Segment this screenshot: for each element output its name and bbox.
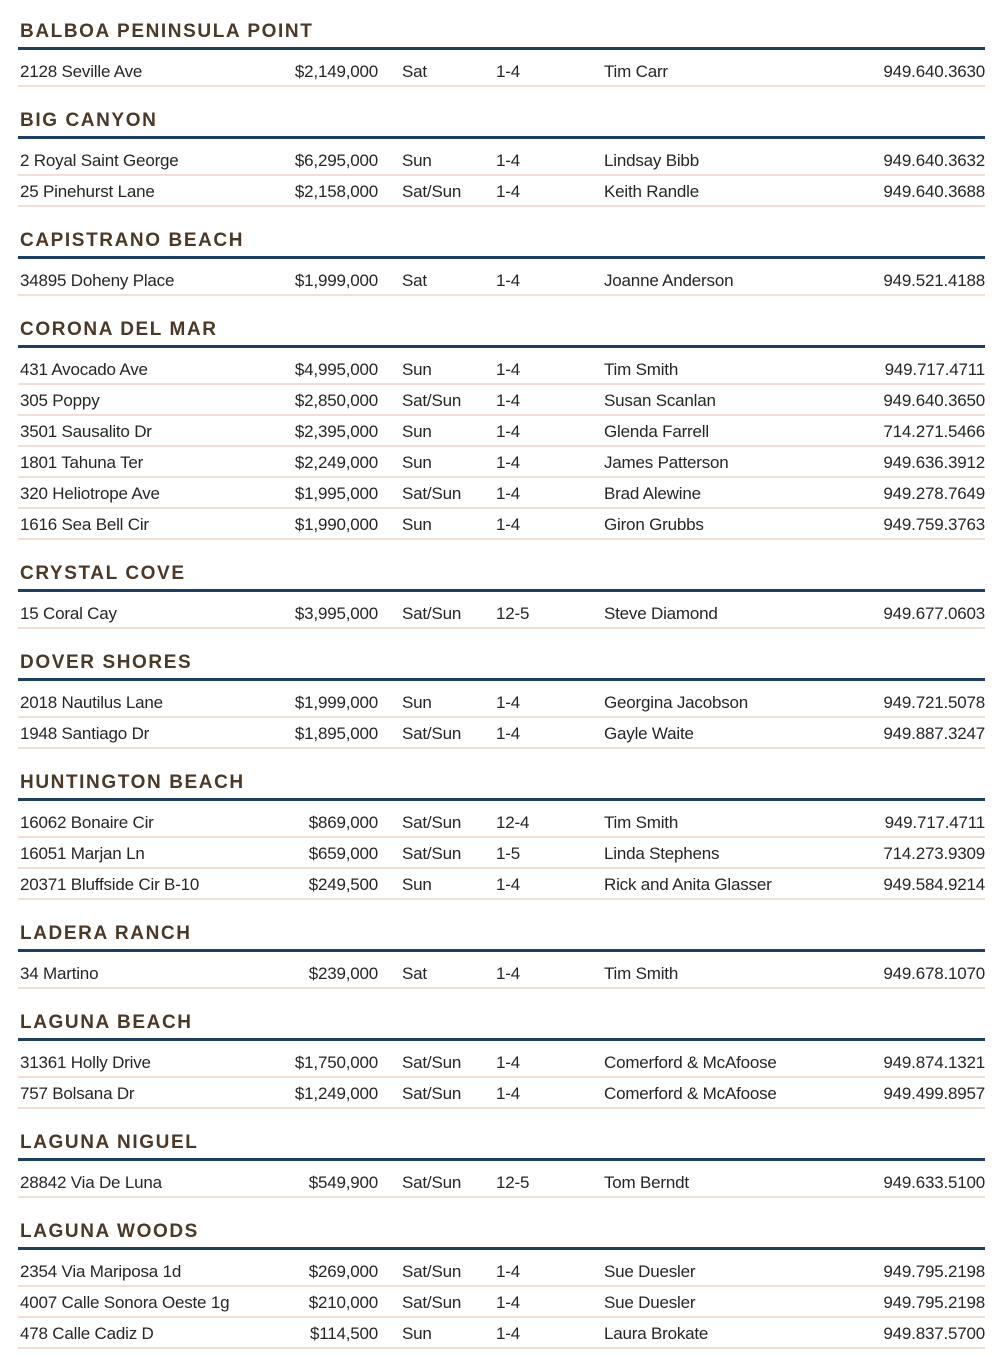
listing-phone: 949.636.3912 — [883, 453, 985, 472]
section-rows — [18, 259, 985, 296]
listing-time: 12-5 — [496, 1173, 530, 1192]
section-rows — [18, 139, 985, 207]
listing-agent: Comerford & McAfoose — [604, 1053, 777, 1072]
neighborhood-section — [18, 924, 985, 989]
listing-phone: 949.640.3632 — [883, 151, 985, 170]
listing-agent: James Patterson — [604, 453, 729, 472]
listing-day: Sun — [402, 360, 432, 379]
listing-address: 34895 Doheny Place — [20, 271, 175, 290]
listing-agent: Keith Randle — [604, 182, 699, 201]
listing-agent: Steve Diamond — [604, 604, 718, 623]
listing-time: 1-4 — [496, 271, 520, 290]
listing-time: 1-5 — [496, 844, 520, 863]
listing-time: 1-4 — [496, 182, 520, 201]
listing-address: 305 Poppy — [20, 391, 100, 410]
listing-agent: Joanne Anderson — [604, 271, 734, 290]
listing-price: $659,000 — [308, 844, 378, 863]
listing-time: 1-4 — [496, 484, 520, 503]
listing-agent: Tim Carr — [604, 62, 668, 81]
listing-price: $2,158,000 — [294, 182, 378, 201]
section-title: BIG CANYON — [18, 111, 985, 139]
neighborhood-section — [18, 653, 985, 749]
listing-address: 1948 Santiago Dr — [20, 724, 150, 743]
section-rows — [18, 681, 985, 749]
section-title: LAGUNA WOODS — [18, 1222, 985, 1250]
listing-row — [18, 447, 985, 478]
listing-address: 2018 Nautilus Lane — [20, 693, 163, 712]
listing-time: 1-4 — [496, 391, 520, 410]
listing-address: 16062 Bonaire Cir — [20, 813, 154, 832]
listing-day: Sun — [402, 693, 432, 712]
listing-address: 25 Pinehurst Lane — [20, 182, 155, 201]
listing-price: $869,000 — [308, 813, 378, 832]
neighborhood-section — [18, 564, 985, 629]
listing-address: 1801 Tahuna Ter — [20, 453, 144, 472]
listing-agent: Gayle Waite — [604, 724, 694, 743]
listing-agent: Tim Smith — [604, 360, 679, 379]
listing-day: Sat/Sun — [402, 1293, 462, 1312]
listing-row — [18, 687, 985, 718]
listing-row — [18, 176, 985, 207]
section-title: CRYSTAL COVE — [18, 564, 985, 592]
listing-day: Sun — [402, 515, 432, 534]
section-title: LAGUNA BEACH — [18, 1013, 985, 1041]
listing-time: 1-4 — [496, 1262, 520, 1281]
listing-address: 431 Avocado Ave — [20, 360, 148, 379]
listing-address: 757 Bolsana Dr — [20, 1084, 135, 1103]
listing-agent: Lindsay Bibb — [604, 151, 699, 170]
section-rows — [18, 348, 985, 540]
listing-phone: 949.717.4711 — [884, 813, 985, 832]
neighborhood-section — [18, 320, 985, 540]
listing-time: 1-4 — [496, 422, 520, 441]
listing-phone: 949.278.7649 — [883, 484, 985, 503]
listing-day: Sat/Sun — [402, 1084, 462, 1103]
listing-time: 1-4 — [496, 724, 520, 743]
listing-day: Sat — [402, 62, 427, 81]
listing-phone: 949.874.1321 — [883, 1053, 985, 1072]
listing-time: 1-4 — [496, 875, 520, 894]
listing-time: 1-4 — [496, 360, 520, 379]
section-title: CORONA DEL MAR — [18, 320, 985, 348]
listing-row — [18, 869, 985, 900]
section-rows — [18, 50, 985, 87]
listing-row — [18, 958, 985, 989]
listing-agent: Georgina Jacobson — [604, 693, 749, 712]
listing-day: Sat/Sun — [402, 813, 462, 832]
listing-agent: Brad Alewine — [604, 484, 701, 503]
listing-phone: 949.521.4188 — [883, 271, 985, 290]
listing-row — [18, 265, 985, 296]
listing-row — [18, 1047, 985, 1078]
listing-row — [18, 478, 985, 509]
listing-time: 1-4 — [496, 1324, 520, 1343]
listing-day: Sat/Sun — [402, 724, 462, 743]
listing-row — [18, 354, 985, 385]
listing-address: 2 Royal Saint George — [20, 151, 179, 170]
listing-day: Sun — [402, 422, 432, 441]
listing-price: $210,000 — [308, 1293, 378, 1312]
listing-agent: Sue Duesler — [604, 1262, 696, 1281]
listing-phone: 949.795.2198 — [883, 1262, 985, 1281]
listing-row — [18, 1287, 985, 1318]
neighborhood-section — [18, 1013, 985, 1109]
listing-agent: Linda Stephens — [604, 844, 720, 863]
section-title: BALBOA PENINSULA POINT — [18, 22, 985, 50]
listing-agent: Sue Duesler — [604, 1293, 696, 1312]
listing-price: $269,000 — [308, 1262, 378, 1281]
neighborhood-section — [18, 111, 985, 207]
listing-phone: 949.677.0603 — [883, 604, 985, 623]
listing-address: 320 Heliotrope Ave — [20, 484, 160, 503]
listing-phone: 949.721.5078 — [883, 693, 985, 712]
listing-phone: 949.640.3650 — [883, 391, 985, 410]
listing-price: $114,500 — [309, 1324, 378, 1343]
listing-phone: 949.640.3688 — [883, 182, 985, 201]
listing-day: Sat/Sun — [402, 1262, 462, 1281]
listing-day: Sat — [402, 271, 427, 290]
listing-row — [18, 145, 985, 176]
listing-day: Sat/Sun — [402, 1173, 462, 1192]
neighborhood-section — [18, 1133, 985, 1198]
listing-time: 12-4 — [496, 813, 530, 832]
listing-time: 1-4 — [496, 1084, 520, 1103]
listing-agent: Tim Smith — [604, 813, 679, 832]
listing-address: 34 Martino — [20, 964, 99, 983]
section-rows — [18, 1041, 985, 1109]
section-rows — [18, 801, 985, 900]
section-rows — [18, 592, 985, 629]
listing-phone: 949.887.3247 — [883, 724, 985, 743]
section-title: HUNTINGTON BEACH — [18, 773, 985, 801]
listing-price: $1,999,000 — [294, 693, 378, 712]
listing-row — [18, 509, 985, 540]
listing-row — [18, 718, 985, 749]
listing-day: Sat/Sun — [402, 604, 462, 623]
listing-row — [18, 1256, 985, 1287]
listing-row — [18, 598, 985, 629]
listing-row — [18, 416, 985, 447]
listing-phone: 949.837.5700 — [883, 1324, 985, 1343]
listing-price: $549,900 — [308, 1173, 378, 1192]
listing-time: 1-4 — [496, 515, 520, 534]
listing-agent: Giron Grubbs — [604, 515, 704, 534]
listing-row — [18, 56, 985, 87]
listing-day: Sat/Sun — [402, 844, 462, 863]
listing-address: 3501 Sausalito Dr — [20, 422, 152, 441]
listing-phone: 949.633.5100 — [883, 1173, 985, 1192]
listing-phone: 714.273.9309 — [883, 844, 985, 863]
listing-address: 2128 Seville Ave — [20, 62, 143, 81]
listing-price: $1,750,000 — [294, 1053, 378, 1072]
listing-row — [18, 1167, 985, 1198]
listing-phone: 949.795.2198 — [883, 1293, 985, 1312]
listing-agent: Rick and Anita Glasser — [604, 875, 772, 894]
listing-day: Sun — [402, 453, 432, 472]
listing-price: $2,850,000 — [294, 391, 378, 410]
listing-phone: 949.640.3630 — [883, 62, 985, 81]
listing-time: 1-4 — [496, 964, 520, 983]
listing-row — [18, 385, 985, 416]
listing-row — [18, 807, 985, 838]
listing-price: $1,999,000 — [294, 271, 378, 290]
section-rows — [18, 952, 985, 989]
listing-address: 1616 Sea Bell Cir — [20, 515, 149, 534]
listing-day: Sun — [402, 151, 432, 170]
listing-time: 1-4 — [496, 62, 520, 81]
listing-address: 2354 Via Mariposa 1d — [20, 1262, 182, 1281]
listing-time: 1-4 — [496, 151, 520, 170]
listing-address: 20371 Bluffside Cir B-10 — [20, 875, 200, 894]
listing-address: 15 Coral Cay — [20, 604, 117, 623]
listing-time: 1-4 — [496, 1293, 520, 1312]
listing-day: Sat/Sun — [402, 391, 462, 410]
listing-time: 1-4 — [496, 453, 520, 472]
listing-phone: 949.499.8957 — [883, 1084, 985, 1103]
section-title: DOVER SHORES — [18, 653, 985, 681]
listing-row — [18, 838, 985, 869]
listing-price: $2,149,000 — [294, 62, 378, 81]
section-rows — [18, 1250, 985, 1349]
listing-price: $2,249,000 — [294, 453, 378, 472]
listing-price: $249,500 — [308, 875, 378, 894]
listing-day: Sat/Sun — [402, 182, 462, 201]
listing-time: 1-4 — [496, 693, 520, 712]
listing-agent: Tim Smith — [604, 964, 679, 983]
listing-price: $4,995,000 — [294, 360, 378, 379]
listing-price: $1,990,000 — [294, 515, 378, 534]
listing-price: $1,249,000 — [294, 1084, 378, 1103]
listing-price: $3,995,000 — [294, 604, 378, 623]
listing-price: $1,895,000 — [294, 724, 378, 743]
listing-time: 1-4 — [496, 1053, 520, 1072]
listing-row — [18, 1318, 985, 1349]
neighborhood-section — [18, 231, 985, 296]
listing-day: Sat — [402, 964, 427, 983]
listing-address: 4007 Calle Sonora Oeste 1g — [20, 1293, 230, 1312]
section-rows — [18, 1161, 985, 1198]
listing-price: $6,295,000 — [294, 151, 378, 170]
neighborhood-section — [18, 1222, 985, 1349]
section-title: LADERA RANCH — [18, 924, 985, 952]
listing-phone: 949.717.4711 — [884, 360, 985, 379]
listing-agent: Glenda Farrell — [604, 422, 709, 441]
listing-price: $2,395,000 — [294, 422, 378, 441]
listing-address: 478 Calle Cadiz D — [20, 1324, 154, 1343]
listing-phone: 949.759.3763 — [883, 515, 985, 534]
listing-agent: Susan Scanlan — [604, 391, 716, 410]
listing-phone: 714.271.5466 — [883, 422, 985, 441]
neighborhood-section — [18, 22, 985, 87]
listing-time: 12-5 — [496, 604, 530, 623]
listing-agent: Comerford & McAfoose — [604, 1084, 777, 1103]
listing-price: $1,995,000 — [294, 484, 378, 503]
listing-day: Sat/Sun — [402, 484, 462, 503]
listing-phone: 949.678.1070 — [883, 964, 985, 983]
listing-address: 16051 Marjan Ln — [20, 844, 145, 863]
listing-day: Sun — [402, 875, 432, 894]
listing-agent: Laura Brokate — [604, 1324, 709, 1343]
listing-address: 31361 Holly Drive — [20, 1053, 151, 1072]
listing-row — [18, 1078, 985, 1109]
listing-address: 28842 Via De Luna — [20, 1173, 162, 1192]
listing-price: $239,000 — [308, 964, 378, 983]
listing-day: Sat/Sun — [402, 1053, 462, 1072]
listing-phone: 949.584.9214 — [883, 875, 985, 894]
listing-agent: Tom Berndt — [604, 1173, 689, 1192]
section-title: CAPISTRANO BEACH — [18, 231, 985, 259]
neighborhood-section — [18, 773, 985, 900]
listing-day: Sun — [402, 1324, 432, 1343]
section-title: LAGUNA NIGUEL — [18, 1133, 985, 1161]
